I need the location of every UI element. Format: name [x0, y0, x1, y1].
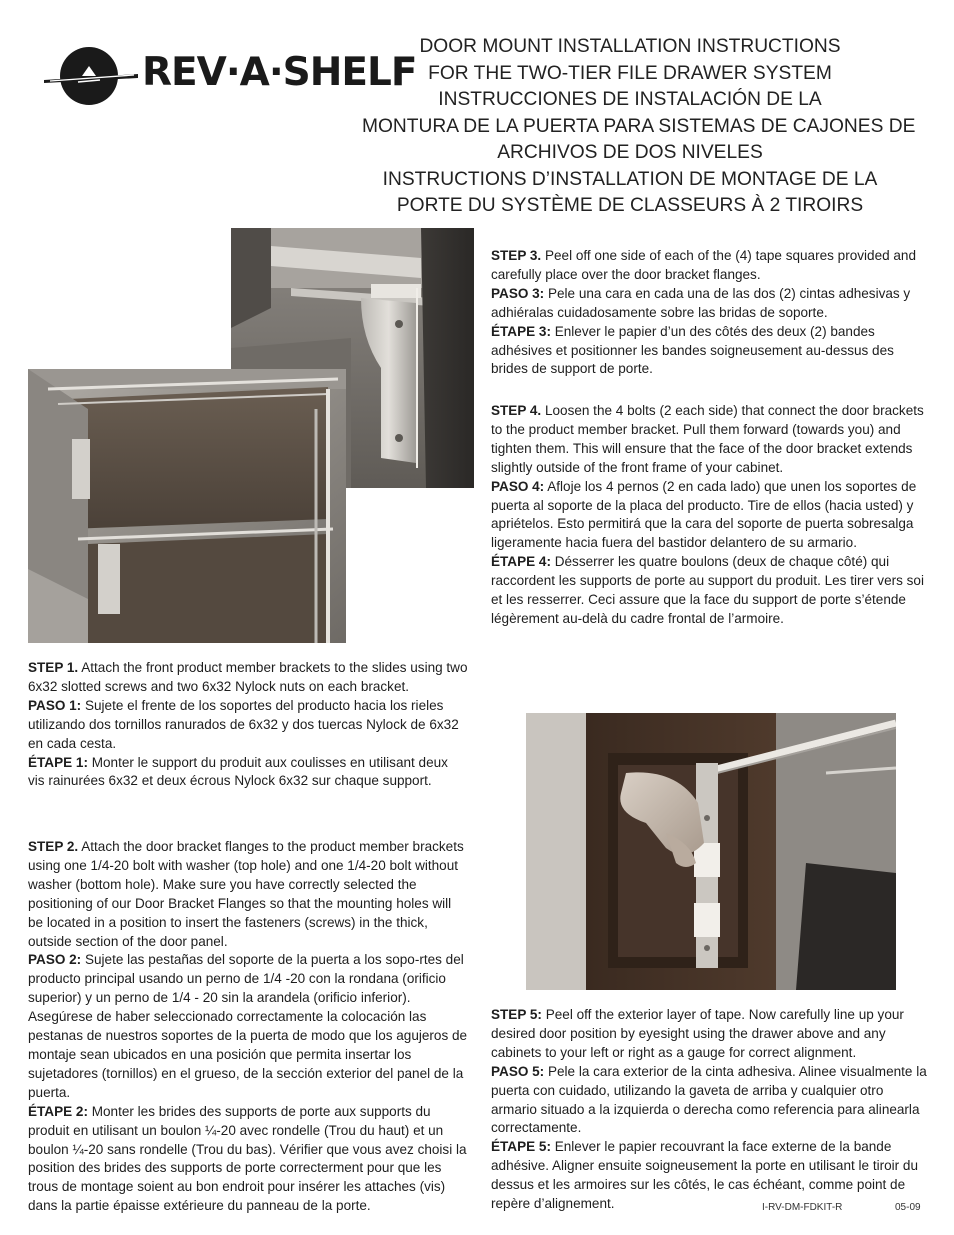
step-5-fr-label: ÉTAPE 5:	[491, 1139, 551, 1155]
brand-logo	[42, 36, 417, 116]
step-2-en-text: Attach the door bracket flanges to the product member brackets using one 1/4-20 bolt with washer (top hole) and one 1/4-20 bolt without washer (bottom hole). Make sure you have correctly selected the positioning of our Door Bracket Flanges so that the mounting holes will be located in a position to insert the fasteners (screws) in the thick, outside section of the door panel.	[28, 839, 464, 949]
step-5-en-text: Peel off the exterior layer of tape. Now carefully line up your desired door position by eyesight using the drawer above and any cabinets to your left or right as a gauge for correct alignment.	[491, 1007, 904, 1060]
step-5-instructions	[491, 1006, 931, 1214]
page-title	[362, 34, 916, 220]
step-2-es-text: Sujete las pestañas del soporte de la puerta a los sopo-rtes del producto principal usando un perno de 1/4 -20 con la rondana (orificio superior) y un perno de 1/4 - 20 sin la arandela (orificio inferior). Asegúrese de haber seleccionado correctamente la colocación las pestanas de nuestros soportes de la puerta de modo que los agujeros de montaje sean ubicados en una posición que permita insertar los sujetadores (tornillos) en el grueso, de la sección exterior del panel de la puerta.	[28, 952, 468, 1100]
step-4-en-label: STEP 4.	[491, 403, 542, 418]
step-2-es	[28, 951, 468, 1102]
step-5-en-label: STEP 5:	[491, 1007, 542, 1022]
step-5-en	[491, 1006, 931, 1063]
step-4-instructions	[491, 402, 931, 629]
step-1-en-text: Attach the front product member brackets to the slides using two 6x32 slotted screws and two 6x32 Nylock nuts on each bracket.	[28, 660, 468, 694]
step-4-es-label: PASO 4:	[491, 478, 545, 494]
step-5-es	[491, 1063, 931, 1139]
document-code: I-RV-DM-FDKIT-R	[762, 1202, 843, 1213]
step-3-fr	[491, 323, 931, 380]
step-1-es	[28, 697, 468, 754]
step-3-es-text: Pele una cara en cada una de las dos (2) cintas adhesivas y adhiéralas cuidadosamente sobre las bridas de soporte.	[491, 285, 911, 320]
document-date: 05-09	[895, 1202, 921, 1213]
step-4-es-text: Afloje los 4 pernos (2 en cada lado) que unen los soportes de puerta al soporte de la placa del producto. Tire de ellos (hacia usted) y apriételos. Esto permitirá que la cara del soporte de puerta sobresalga ligeramente hacia fuera del bastidor delantero de su armario.	[491, 478, 917, 551]
step-3-en-text: Peel off one side of each of the (4) tape squares provided and carefully place over the door bracket flanges.	[491, 248, 917, 282]
title-line: INSTRUCCIONES DE INSTALACIÓN DE LA	[438, 89, 822, 110]
step-1-es-text: Sujete el frente de los soportes del producto hacia los rieles utilizando dos tornillos ranurados de 6x32 y dos tuercas Nylock de 6x32 en cada cesta.	[28, 697, 459, 751]
step-1-fr-text: Monter le support du produit aux coulisses en utilisant deux vis rainurées 6x32 et deux écrous Nylock 6x32 sur chaque support.	[28, 754, 448, 789]
step-3-fr-label: ÉTAPE 3:	[491, 323, 551, 339]
step-2-es-label: PASO 2:	[28, 952, 82, 968]
step-2-fr-text: Monter les brides des supports de porte aux supports du produit en utilisant un boulon ¼-20 avec rondelle (Trou du haut) et un boulon ¼-20 sans rondelle (Trou du bas). Vérifier que vous avez choisi la position des brides des supports de porte correcterment pour que les trous de montage soient au bon endroit pour insérer les attaches (vis) dans la partie épaisse extérieure du panneau de la porte.	[28, 1103, 467, 1214]
photo-drawer-product-brackets	[28, 369, 346, 643]
step-4-es	[491, 478, 931, 554]
step-4-en	[491, 402, 931, 478]
step-5-fr	[491, 1138, 931, 1214]
photo-door-alignment	[526, 713, 896, 990]
step-5-es-label: PASO 5:	[491, 1063, 545, 1079]
step-3-es	[491, 285, 931, 323]
title-line: INSTRUCTIONS D’INSTALLATION DE MONTAGE DE LA	[382, 168, 878, 190]
step-2-en-label: STEP 2.	[28, 839, 79, 854]
step-4-fr	[491, 553, 931, 629]
step-1-en	[28, 659, 468, 697]
title-line: MONTURA DE LA PUERTA PARA SISTEMAS DE CAJONES DE	[362, 115, 916, 137]
step-1-es-label: PASO 1:	[28, 697, 82, 713]
step-1-fr-label: ÉTAPE 1:	[28, 754, 88, 770]
step-2-fr	[28, 1103, 468, 1216]
step-5-fr-text: Enlever le papier recouvrant la face externe de la bande adhésive. Aligner ensuite soigneusement la porte en utilisant le tiroir du dessus et les armoires sur les côtés, le cas échéant, comme point de repère d’alignement.	[491, 1139, 918, 1212]
step-3-fr-text: Enlever le papier d’un des côtés des deux (2) bandes adhésives et positionner les bandes soigneusement au-dessus des brides de support de porte.	[491, 323, 894, 377]
step-3-en	[491, 247, 931, 285]
step-4-fr-label: ÉTAPE 4:	[491, 554, 551, 570]
step-4-en-text: Loosen the 4 bolts (2 each side) that connect the door brackets to the product member bracket. Pull them forward (towards you) and tighten them. This will ensure that the face of the door bracket extends slightly outside of the front frame of your cabinet.	[491, 403, 924, 475]
title-line: DOOR MOUNT INSTALLATION INSTRUCTIONS	[419, 36, 841, 57]
step-4-fr-text: Désserrer les quatre boulons (deux de chaque côté) qui raccordent les supports de porte au support du produit. Les tirer vers soi et les resserrer. Ceci assure que la face du support de porte s’étende légèrement au-delà du cadre frontal de l’armoire.	[491, 554, 924, 626]
step-5-es-text: Pele la cara exterior de la cinta adhesiva. Alinee visualmente la puerta con cuidado, utilizando la gaveta de arriba y cualquier otro armario situado a la izquierda o derecha como referencia para alinearla correctamente.	[491, 1063, 927, 1136]
step-2-instructions	[28, 838, 468, 1216]
title-line: FOR THE TWO-TIER FILE DRAWER SYSTEM	[428, 62, 832, 84]
step-1-en-label: STEP 1.	[28, 660, 79, 675]
step-3-instructions	[491, 247, 931, 379]
step-2-fr-label: ÉTAPE 2:	[28, 1103, 88, 1119]
title-line: ARCHIVOS DE DOS NIVELES	[497, 142, 763, 163]
step-3-es-label: PASO 3:	[491, 285, 545, 301]
step-1-fr	[28, 754, 468, 792]
step-2-en	[28, 838, 468, 951]
step-3-en-label: STEP 3.	[491, 248, 542, 263]
title-line: PORTE DU SYSTÈME DE CLASSEURS À 2 TIROIRS	[396, 195, 864, 216]
logo-wordmark: REV·A·SHELF	[142, 50, 417, 95]
step-1-instructions	[28, 659, 468, 791]
